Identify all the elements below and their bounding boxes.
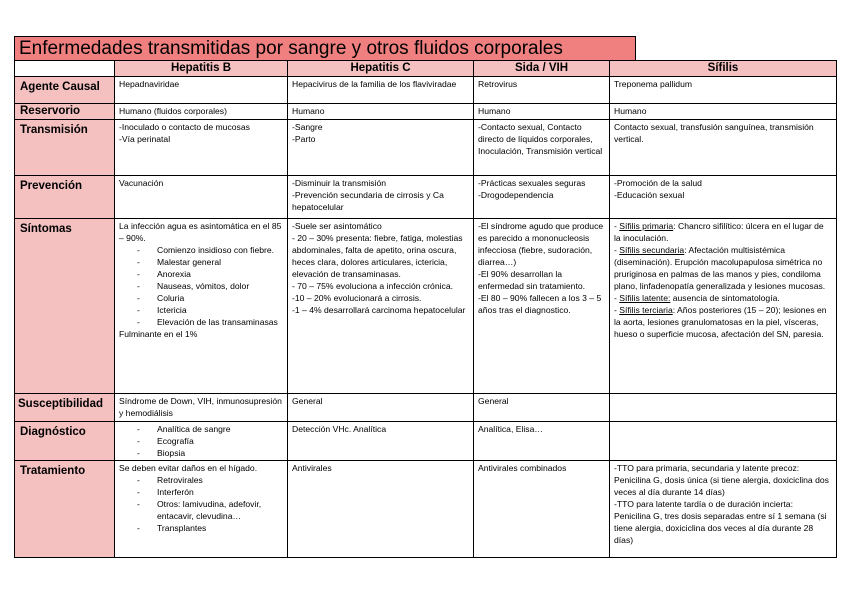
list-item: - Interferón xyxy=(119,486,283,498)
text-line: -Educación sexual xyxy=(614,190,685,200)
row-header-agente: Agente Causal xyxy=(15,77,115,104)
cell: Treponema pallidum xyxy=(610,77,837,104)
cell xyxy=(610,461,837,558)
list-item: - Transplantes xyxy=(119,522,283,534)
table-row xyxy=(15,120,837,176)
text-line: -TTO para primaria, secundaria y latente precoz: Penicilina G, dosis única (si tiene alergia, doxiciclina dos veces al día durante 14 días) xyxy=(614,463,829,497)
cell xyxy=(474,219,610,394)
cell: Retrovirus xyxy=(474,77,610,104)
table-row xyxy=(15,422,837,461)
list-item: - Comienzo insidioso con fiebre. xyxy=(119,244,283,256)
text-line: -El 80 – 90% fallecen a los 3 – 5 años tras el diagnostico. xyxy=(478,293,602,315)
table-row xyxy=(15,104,837,120)
page-title: Enfermedades transmitidas por sangre y otros fluidos corporales xyxy=(14,36,636,61)
cell xyxy=(610,219,837,394)
text-line: Se deben evitar daños en el hígado. xyxy=(119,463,258,473)
text-line: Fulminante en el 1% xyxy=(119,329,198,339)
list-item: - Nauseas, vómitos, dolor xyxy=(119,280,283,292)
text-line: - Sífilis secundaria: Afectación multisistémica (diseminación). Erupción macolupapulosa simétrica no pruriginosa en palmas de las manos y pies, condiloma plano, linfadenopatía generalizada y lesiones mucosas. xyxy=(614,245,826,291)
text-line: -El 90% desarrollan la enfermedad sin tratamiento. xyxy=(478,269,586,291)
cell xyxy=(610,176,837,219)
col-header-sifilis: Sífilis xyxy=(610,61,837,77)
cell xyxy=(610,422,837,461)
text-line: La infección agua es asintomática en el 85 – 90%. xyxy=(119,221,282,243)
text-line: -Prevención secundaria de cirrosis y Ca hepatocelular xyxy=(292,190,447,212)
text-line: -Inoculado o contacto de mucosas xyxy=(119,122,250,132)
text-line: -Drogodependencia xyxy=(478,190,554,200)
cell: Humano xyxy=(474,104,610,120)
text-line: -Promoción de la salud xyxy=(614,178,702,188)
underlined-term: Sífilis latente: xyxy=(619,293,671,303)
cell xyxy=(115,422,288,461)
cell xyxy=(610,394,837,422)
table-row xyxy=(15,461,837,558)
list-item: - Retrovirales xyxy=(119,474,283,486)
cell xyxy=(288,176,474,219)
cell xyxy=(115,219,288,394)
cell: General xyxy=(474,394,610,422)
row-header-reservorio: Reservorio xyxy=(15,104,115,120)
text-line: -El síndrome agudo que produce es parecido a mononucleosis infecciosa (fiebre, sudoración, diarrea…) xyxy=(478,221,604,267)
text-line: - Sífilis primaria: Chancro sifilítico: úlcera en el lugar de la inoculación. xyxy=(614,221,824,243)
text-line: -Suele ser asintomático xyxy=(292,221,382,231)
cell: Antivirales xyxy=(288,461,474,558)
cell xyxy=(474,176,610,219)
text-line: -TTO para latente tardía o de duración incierta: Penicilina G, tres dosis separadas entre sí 1 semana (si tiene alergia, doxiciclina dos veces al día durante 28 días) xyxy=(614,499,827,545)
diseases-table xyxy=(14,60,837,558)
cell: Antivirales combinados xyxy=(474,461,610,558)
row-header-prevencion: Prevención xyxy=(15,176,115,219)
table-row xyxy=(15,219,837,394)
list-item: - Malestar general xyxy=(119,256,283,268)
text-line: - Sífilis latente: ausencia de sintomatología. xyxy=(614,293,780,303)
cell: Hepacivirus de la familia de los flaviviradae xyxy=(288,77,474,104)
table-row xyxy=(15,77,837,104)
text-line: -Parto xyxy=(292,134,316,144)
table-row xyxy=(15,394,837,422)
cell: Detección VHc. Analítica xyxy=(288,422,474,461)
text-line: -Prácticas sexuales seguras xyxy=(478,178,586,188)
text-span: : Afectación multisistémica (diseminación). Erupción macolupapulosa simétrica no pruriginosa en palmas de las manos y pies, condiloma plano, linfadenopatía generalizada y lesiones mucosas. xyxy=(614,245,826,291)
header-corner xyxy=(15,61,115,77)
col-header-hepatitis-c: Hepatitis C xyxy=(288,61,474,77)
cell: Analítica, Elisa… xyxy=(474,422,610,461)
cell xyxy=(115,461,288,558)
list-item: - Ecografía xyxy=(119,435,283,447)
cell xyxy=(115,120,288,176)
list-item: - Elevación de las transaminasas xyxy=(119,316,283,328)
cell: Síndrome de Down, VIH, inmunosupresión y hemodiálisis xyxy=(115,394,288,422)
row-header-transmision: Transmisión xyxy=(15,120,115,176)
col-header-hepatitis-b: Hepatitis B xyxy=(115,61,288,77)
cell: -Contacto sexual, Contacto directo de líquidos corporales, Inoculación, Transmisión vertical xyxy=(474,120,610,176)
list-item: - Biopsia xyxy=(119,447,283,459)
cell: Hepadnaviridae xyxy=(115,77,288,104)
text-line: - Sífilis terciaria: Años posteriores (15 – 20); lesiones en la aorta, lesiones granulomatosas en la piel, vísceras, hueso o superficie mucosa, afectación del SN, paresia. xyxy=(614,305,827,339)
cell xyxy=(288,120,474,176)
text-line: -Disminuir la transmisión xyxy=(292,178,387,188)
underlined-term: Sífilis secundaria xyxy=(619,245,685,255)
cell: Humano (fluidos corporales) xyxy=(115,104,288,120)
cell: Vacunación xyxy=(115,176,288,219)
text-span: : Años posteriores (15 – 20); lesiones en la aorta, lesiones granulomatosas en la piel, vísceras, hueso o superficie mucosa, afectación del SN, paresia. xyxy=(614,305,827,339)
cell: Humano xyxy=(288,104,474,120)
text-line: - 70 – 75% evoluciona a infección crónica. xyxy=(292,281,453,291)
cell: Humano xyxy=(610,104,837,120)
row-header-sintomas: Síntomas xyxy=(15,219,115,394)
list-item: - Ictericia xyxy=(119,304,283,316)
cell: General xyxy=(288,394,474,422)
text-line: - 20 – 30% presenta: fiebre, fatiga, molestias abdominales, falta de apetito, orina oscura, heces clara, dolores articulares, ictericia, elevación de transaminasas. xyxy=(292,233,463,279)
table-row xyxy=(15,176,837,219)
underlined-term: Sífilis terciaria xyxy=(619,305,673,315)
row-header-susceptibilidad: Susceptibilidad xyxy=(15,394,115,422)
text-span: : Chancro sifilítico: úlcera en el lugar de la inoculación. xyxy=(614,221,824,243)
text-span: ausencia de sintomatología. xyxy=(670,293,780,303)
cell xyxy=(288,219,474,394)
text-line: -Vía perinatal xyxy=(119,134,171,144)
list-item: - Coluria xyxy=(119,292,283,304)
text-line: -10 – 20% evolucionará a cirrosis. xyxy=(292,293,422,303)
underlined-term: Sífilis primaria xyxy=(619,221,674,231)
col-header-vih: Sida / VIH xyxy=(474,61,610,77)
list-item: - Anorexia xyxy=(119,268,283,280)
cell: Contacto sexual, transfusión sanguínea, transmisión vertical. xyxy=(610,120,837,176)
list-item: - Analítica de sangre xyxy=(119,423,283,435)
row-header-diagnostico: Diagnóstico xyxy=(15,422,115,461)
text-line: -Sangre xyxy=(292,122,323,132)
list-item: - Otros: lamivudina, adefovir, entacavir, clevudina… xyxy=(119,498,283,522)
row-header-tratamiento: Tratamiento xyxy=(15,461,115,558)
text-line: -1 – 4% desarrollará carcinoma hepatocelular xyxy=(292,305,466,315)
